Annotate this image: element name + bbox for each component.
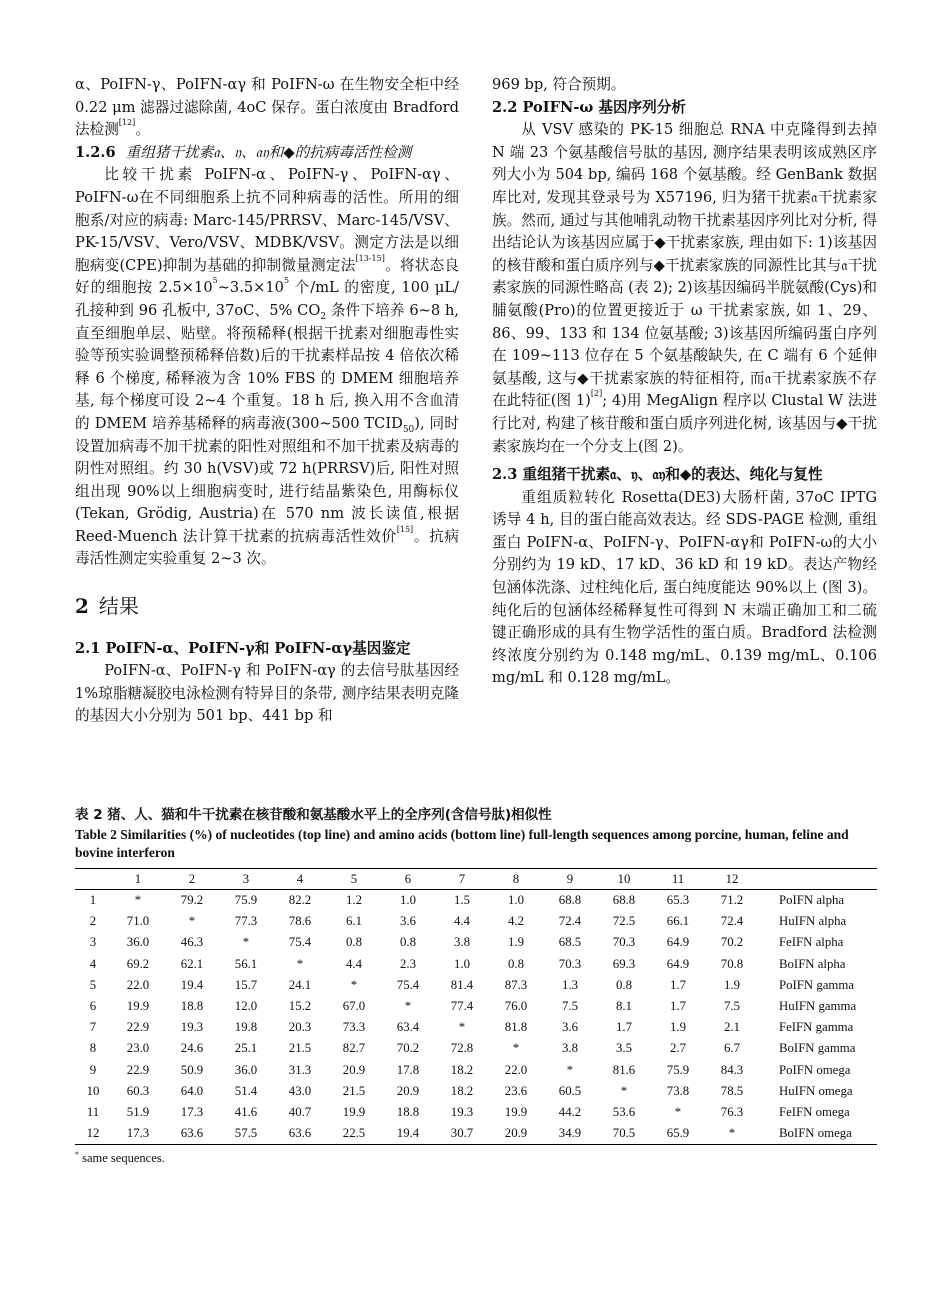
table-cell: 62.1: [180, 956, 204, 971]
table-cell: 50.9: [180, 1062, 204, 1077]
table-cell: 77.4: [450, 999, 474, 1014]
section-heading-1-2-6: [75, 142, 459, 165]
table-cell: 19.4: [381, 1123, 435, 1145]
text-span: ; 4)用 MegAlign 程序以 Clustal W 法进行比对, 构建了核苷酸和蛋白质序列进化树, 该基因与◆干扰素家族均在一个分支上(图 2)。: [492, 392, 877, 455]
table-cell: *: [458, 1020, 466, 1035]
row-name-cell: FeIFN omega: [779, 1104, 850, 1119]
text-span: 。将状态良好的细胞按 2.5×10: [75, 256, 459, 297]
table-cell: 20.9: [342, 1062, 366, 1077]
table-cell: 77.3: [234, 914, 258, 929]
table-cell: 8: [89, 1041, 97, 1056]
table-cell: 68.5: [558, 935, 582, 950]
row-name-cell: FeIFN alpha: [779, 935, 844, 950]
table-cell: 69.3: [612, 956, 636, 971]
footnote-text: same sequences.: [79, 1151, 165, 1166]
table-cell: 69.2: [126, 956, 150, 971]
table-cell: 1.0: [508, 893, 524, 908]
table-cell: 79.2: [180, 893, 204, 908]
table-cell: 19.9: [342, 1104, 366, 1119]
table-cell: 71.0: [126, 914, 150, 929]
table-row: [75, 1017, 877, 1038]
table-cell: 41.6: [234, 1104, 258, 1119]
subscript: 50: [402, 424, 415, 435]
row-name-cell: HuIFN omega: [779, 1083, 853, 1098]
section-title: 结果: [98, 594, 139, 619]
column-header: 10: [597, 869, 651, 890]
column-header: 1: [111, 869, 165, 890]
table-cell: 22.9: [126, 1020, 150, 1035]
table-cell: 81.8: [504, 1020, 528, 1035]
table-cell: 60.5: [558, 1083, 582, 1098]
table-cell: 64.0: [180, 1083, 204, 1098]
table-cell: 1.3: [562, 977, 578, 992]
table-cell: 21.5: [288, 1041, 312, 1056]
text-span: 条件下培养 6~8 h, 直至细胞单层、贴壁。将预稀释(根据干扰素对细胞毒性实验等预实验调整预稀释倍数)后的干扰素样品按 4 倍依次稀释 6 个梯度, 稀释液为含 10% FBS 的 DMEM 细胞培养基, 每个梯度可设 2~4 个重复。18 h 后, 换入用不含血清的 DMEM 培养基稀释的病毒液(300~500 TCID: [75, 301, 459, 432]
citation-ref: [12]: [118, 118, 136, 128]
table-row: [75, 1081, 877, 1102]
table-cell: 3.6: [400, 914, 416, 929]
text-span: ~3.5×10: [217, 279, 284, 297]
table-cell: 19.8: [234, 1020, 258, 1035]
table-cell: 18.2: [450, 1083, 474, 1098]
table-cell: 4: [89, 956, 97, 971]
table-cell: 3: [89, 935, 97, 950]
paragraph-2-3: 重组质粒转化 Rosetta(DE3)大肠杆菌, 37oC IPTG 诱导 4 h, 目的蛋白能高效表达。经 SDS-PAGE 检测, 重组蛋白 PoIFN-α、PoIFN-γ、PoIFN-αγ和 PoIFN-ω的大小分别约为 19 kD、17 kD、36 kD 和 19 kD。表达产物经包涵体洗涤、过柱纯化后, 蛋白纯度能达 90%以上 (图 3)。纯化后的包涵体经稀释复性可得到 N 末端正确加工和二硫键正确形成的具有生物学活性的蛋白质。Bradford 法检测终浓度分别约为 0.148 mg/mL、0.139 mg/mL、0.106 mg/mL 和 0.128 mg/mL。: [492, 488, 877, 687]
table-cell: 1.9: [670, 1020, 686, 1035]
table-cell: 20.9: [489, 1123, 543, 1145]
section-heading-2: [75, 595, 459, 618]
table-row: [75, 954, 877, 975]
table-cell: 24.1: [288, 977, 312, 992]
row-name-cell: PoIFN gamma: [779, 977, 855, 992]
table-cell: 56.1: [234, 956, 258, 971]
table-cell: 70.5: [597, 1123, 651, 1145]
table-cell: 6: [89, 999, 97, 1014]
section-heading-2-3: 2.3 重组猪干扰素𝔞、𝔶、𝔞𝔶和◆的表达、纯化与复性: [492, 466, 823, 484]
paragraph-continuation: [75, 74, 459, 142]
text-span: 。: [135, 121, 150, 139]
table-cell: 70.3: [612, 935, 636, 950]
table-cell: 7.5: [724, 999, 740, 1014]
table-cell: 25.1: [234, 1041, 258, 1056]
table-cell: 23.6: [504, 1083, 528, 1098]
table-cell: 22.0: [504, 1062, 528, 1077]
table-cell: 7.5: [562, 999, 578, 1014]
table-cell: 12: [75, 1123, 111, 1145]
section-title: 重组猪干扰素𝔞、𝔶、𝔞𝔶和◆的抗病毒活性检测: [125, 143, 412, 161]
text-span: 。抗病毒活性测定实验重复 2~3 次。: [75, 527, 459, 568]
paragraph-2-1: PoIFN-α、PoIFN-γ 和 PoIFN-αγ 的去信号肽基因经 1%琼脂糖凝胶电泳检测有特异目的条带, 测序结果表明克隆的基因大小分别为 501 bp、441 bp 和: [75, 662, 459, 725]
column-header: 4: [273, 869, 327, 890]
table-cell: 78.6: [288, 914, 312, 929]
section-number: 2: [75, 594, 89, 619]
table-cell: 63.6: [273, 1123, 327, 1145]
table-cell: 65.3: [666, 893, 690, 908]
table-cell: 72.8: [450, 1041, 474, 1056]
table-cell: 8.1: [616, 999, 632, 1014]
table-row: [75, 890, 877, 912]
table-cell: 3.6: [562, 1020, 578, 1035]
table-cell: 84.3: [720, 1062, 744, 1077]
table-cell: 0.8: [508, 956, 524, 971]
table-cell: 73.8: [666, 1083, 690, 1098]
paragraph-2-2: [492, 119, 877, 458]
column-header: 2: [165, 869, 219, 890]
table-caption-cn: 表 2 猪、人、猫和牛干扰素在核苷酸和氨基酸水平上的全序列(含信号肽)相似性: [75, 807, 552, 823]
table-cell: 3.8: [562, 1041, 578, 1056]
table-cell: 1.0: [400, 893, 416, 908]
table-cell: *: [705, 1123, 759, 1145]
row-name-cell: HuIFN alpha: [779, 914, 847, 929]
table-cell: 40.7: [288, 1104, 312, 1119]
table-cell: 51.4: [234, 1083, 258, 1098]
table-cell: 0.8: [400, 935, 416, 950]
column-header: 5: [327, 869, 381, 890]
table-cell: 2.1: [724, 1020, 740, 1035]
text-span: 个/mL 的密度, 100 μL/孔接种到 96 孔板中, 37oC、5% CO: [75, 279, 459, 319]
column-header: 7: [435, 869, 489, 890]
left-column: [75, 74, 459, 728]
table-cell: 15.2: [288, 999, 312, 1014]
table-cell: 19.4: [180, 977, 204, 992]
table-cell: 12.0: [234, 999, 258, 1014]
table-cell: 30.7: [435, 1123, 489, 1145]
table-cell: *: [404, 999, 412, 1014]
table-cell: 1: [89, 893, 97, 908]
table-cell: 70.3: [558, 956, 582, 971]
column-header: 11: [651, 869, 705, 890]
table-row: [75, 975, 877, 996]
table-cell: 15.7: [234, 977, 258, 992]
table-row: [75, 1102, 877, 1123]
text-span: 从 VSV 感染的 PK-15 细胞总 RNA 中克隆得到去掉 N 端 23 个氨基酸信号肽的基因, 测序结果表明该成熟区序列大小为 504 bp, 编码 168 个氨基酸。经 GenBank 数据库比对, 发现其登录号为 X57196, 归为猪干扰素𝔞干扰素家族。然而, 通过与其他哺乳动物干扰素基因序列比对分析, 得出结论认为该基因应属于◆干扰素家族, 理由如下: 1)该基因的核苷酸和蛋白质序列与◆干扰素家族的同源性比其与𝔞干扰素家族的同源性略高 (表 2); 2)该基因编码半胱氨酸(Cys)和脯氨酸(Pro)的位置更接近于 ω 干扰素家族, 如 1、29、86、99、133 和 134 位氨基酸; 3)该基因所编码蛋白序列在 109~113 位存在 5 个氨基酸缺失, 在 C 端有 6 个延伸氨基酸, 这与◆干扰素家族的特征相符, 而𝔞干扰素家族不存在此特征(图 1): [492, 121, 877, 410]
table-cell: 72.4: [720, 914, 744, 929]
right-column: [492, 74, 877, 690]
table-cell: 9: [89, 1062, 97, 1077]
text-span: ), 同时设置加病毒不加干扰素的阳性对照组和不加干扰素及病毒的阴性对照组。约 30 h(VSV)或 72 h(PRRSV)后, 阳性对照组出现 90%以上细胞病变时, 进行结晶紫染色, 用酶标仪(Tekan, Grödig, Austria)在 570 nm 波长读值,根据 Reed-Muench 法计算干扰素的抗病毒活性效价: [75, 414, 459, 545]
table-cell: 7: [89, 1020, 97, 1035]
row-name-cell: HuIFN gamma: [779, 999, 857, 1014]
table-cell: 70.8: [720, 956, 744, 971]
table-cell: 71.2: [720, 893, 744, 908]
table-cell: 19.9: [126, 999, 150, 1014]
table-cell: 11: [86, 1104, 100, 1119]
citation-ref: [15]: [396, 524, 414, 534]
table-cell: 3.5: [616, 1041, 632, 1056]
column-header: 8: [489, 869, 543, 890]
table-cell: *: [188, 914, 196, 929]
section-heading-2-2: 2.2 PoIFN-ω 基因序列分析: [492, 98, 686, 116]
table-cell: 51.9: [126, 1104, 150, 1119]
text-span: 比较干扰素 PoIFN-α、PoIFN-γ、PoIFN-αγ、PoIFN-ω在不同细胞系上抗不同种病毒的活性。所用的细胞系/对应的病毒: Marc-145/PRRSV、Marc-145/VSV、PK-15/VSV、Vero/VSV、MDBK/VSV。测定方法是以细胞病变(CPE)抑制为基础的抑制微量测定法: [75, 166, 459, 274]
table-cell: 0.8: [616, 977, 632, 992]
table-cell: 23.0: [126, 1041, 150, 1056]
table-cell: 66.1: [666, 914, 690, 929]
section-number: 1.2.6: [75, 143, 116, 161]
table-cell: 2.3: [400, 956, 416, 971]
table-cell: 43.0: [288, 1083, 312, 1098]
table-cell: 10: [86, 1083, 100, 1098]
paragraph-method: [75, 164, 459, 571]
row-name-cell: FeIFN gamma: [779, 1020, 854, 1035]
table-cell: 3.8: [454, 935, 470, 950]
table-cell: 4.4: [454, 914, 470, 929]
row-name-cell: BoIFN alpha: [779, 956, 846, 971]
table-cell: 5: [89, 977, 97, 992]
table-cell: 17.3: [180, 1104, 204, 1119]
table-body: [75, 890, 877, 1145]
table-cell: *: [620, 1083, 628, 1098]
table-cell: 72.4: [558, 914, 582, 929]
table-cell: *: [350, 977, 358, 992]
table-cell: 1.9: [508, 935, 524, 950]
table-cell: 1.7: [616, 1020, 632, 1035]
table-cell: 6.1: [346, 914, 362, 929]
table-cell: 64.9: [666, 935, 690, 950]
table-cell: 75.4: [396, 977, 420, 992]
table-cell: 36.0: [234, 1062, 258, 1077]
table-cell: 67.0: [342, 999, 366, 1014]
table-cell: 73.3: [342, 1020, 366, 1035]
table-cell: *: [242, 935, 250, 950]
column-header: 12: [705, 869, 759, 890]
table-cell: 64.9: [666, 956, 690, 971]
table-cell: 75.9: [234, 893, 258, 908]
table-cell: 34.9: [543, 1123, 597, 1145]
table-cell: 44.2: [558, 1104, 582, 1119]
table-row: [75, 996, 877, 1017]
table-cell: 18.8: [396, 1104, 420, 1119]
similarity-table: [75, 868, 877, 1145]
column-header: 9: [543, 869, 597, 890]
table-row: [75, 932, 877, 953]
table-cell: 53.6: [612, 1104, 636, 1119]
table-cell: 81.6: [612, 1062, 636, 1077]
table-row: [75, 1038, 877, 1059]
table-cell: 70.2: [720, 935, 744, 950]
citation-ref: [2]: [590, 389, 603, 399]
table-cell: *: [296, 956, 304, 971]
table-cell: 76.0: [504, 999, 528, 1014]
table-cell: 65.9: [651, 1123, 705, 1145]
table-row: [75, 1123, 877, 1145]
table-cell: 1.2: [346, 893, 362, 908]
table-cell: 20.3: [288, 1020, 312, 1035]
table-cell: 76.3: [720, 1104, 744, 1119]
table-cell: 20.9: [396, 1083, 420, 1098]
table-cell: 19.9: [504, 1104, 528, 1119]
table-caption-en: Table 2 Similarities (%) of nucleotides (top line) and amino acids (bottom line) full-length sequences among porcine, human, feline and bovine interferon: [75, 827, 849, 860]
section-heading-2-1: 2.1 PoIFN-α、PoIFN-γ和 PoIFN-αγ基因鉴定: [75, 639, 411, 657]
column-header: [759, 869, 877, 890]
table-cell: 87.3: [504, 977, 528, 992]
table-cell: 82.7: [342, 1041, 366, 1056]
table-cell: 81.4: [450, 977, 474, 992]
table-row: [75, 911, 877, 932]
table-cell: 78.5: [720, 1083, 744, 1098]
column-header: [75, 869, 111, 890]
table-cell: 60.3: [126, 1083, 150, 1098]
table-cell: 1.0: [454, 956, 470, 971]
table-cell: 63.6: [165, 1123, 219, 1145]
text-span: α、PoIFN-γ、PoIFN-αγ 和 PoIFN-ω 在生物安全柜中经 0.22 μm 滤器过滤除菌, 4oC 保存。蛋白浓度由 Bradford 法检测: [75, 76, 459, 139]
row-name-cell: BoIFN omega: [759, 1123, 877, 1145]
table-cell: 0.8: [346, 935, 362, 950]
table-cell: 6.7: [724, 1041, 740, 1056]
table-cell: 22.5: [327, 1123, 381, 1145]
table-cell: 75.9: [666, 1062, 690, 1077]
column-header: 6: [381, 869, 435, 890]
row-name-cell: PoIFN omega: [779, 1062, 851, 1077]
table-cell: 24.6: [180, 1041, 204, 1056]
table-block: [75, 806, 877, 1166]
table-cell: 18.2: [450, 1062, 474, 1077]
table-cell: 2.7: [670, 1041, 686, 1056]
citation-ref: [13-15]: [355, 253, 385, 263]
table-footnote: [75, 1151, 877, 1166]
table-cell: *: [134, 893, 142, 908]
table-cell: 21.5: [342, 1083, 366, 1098]
table-cell: 19.3: [180, 1020, 204, 1035]
table-cell: 82.2: [288, 893, 312, 908]
subscript: 2: [320, 311, 327, 322]
table-cell: 63.4: [396, 1020, 420, 1035]
table-cell: 18.8: [180, 999, 204, 1014]
table-cell: 17.8: [396, 1062, 420, 1077]
table-cell: 72.5: [612, 914, 636, 929]
row-name-cell: PoIFN alpha: [779, 893, 845, 908]
table-header-row: [75, 869, 877, 890]
table-cell: 46.3: [180, 935, 204, 950]
table-cell: 1.7: [670, 977, 686, 992]
table-cell: 22.0: [126, 977, 150, 992]
table-row: [75, 1060, 877, 1081]
table-cell: 17.3: [111, 1123, 165, 1145]
table-cell: 75.4: [288, 935, 312, 950]
table-cell: 2: [89, 914, 97, 929]
superscript: 5: [212, 276, 218, 286]
table-cell: 57.5: [219, 1123, 273, 1145]
footnote-mark: *: [75, 1150, 79, 1160]
table-cell: 1.5: [454, 893, 470, 908]
table-cell: 4.2: [508, 914, 524, 929]
column-header: 3: [219, 869, 273, 890]
table-cell: 68.8: [558, 893, 582, 908]
superscript: 5: [283, 276, 290, 286]
table-cell: 1.7: [670, 999, 686, 1014]
table-cell: 36.0: [126, 935, 150, 950]
table-cell: 68.8: [612, 893, 636, 908]
table-cell: 31.3: [288, 1062, 312, 1077]
table-cell: *: [566, 1062, 574, 1077]
table-cell: 19.3: [450, 1104, 474, 1119]
paragraph-continuation: 969 bp, 符合预期。: [492, 76, 626, 93]
table-cell: 70.2: [396, 1041, 420, 1056]
table-cell: 1.9: [724, 977, 740, 992]
table-cell: 4.4: [346, 956, 362, 971]
row-name-cell: BoIFN gamma: [779, 1041, 856, 1056]
table-cell: *: [512, 1041, 520, 1056]
table-cell: 22.9: [126, 1062, 150, 1077]
table-cell: *: [674, 1104, 682, 1119]
